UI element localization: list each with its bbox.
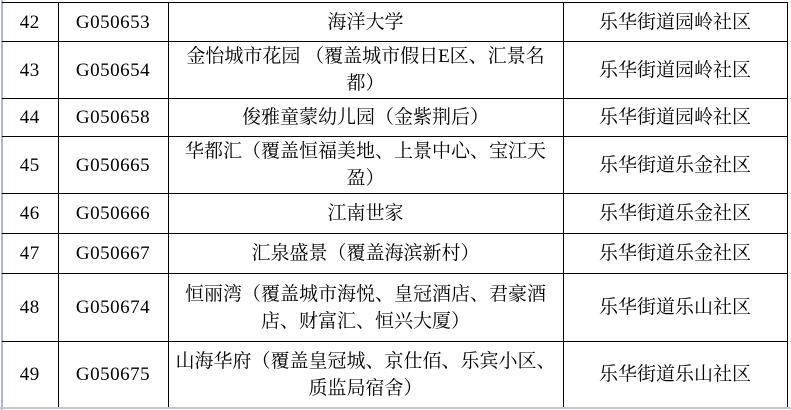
row-number-cell: 44 [2, 99, 58, 137]
name-cell: 恒丽湾（覆盖城市海悦、皇冠酒店、君豪酒店、财富汇、恒兴大厦） [168, 274, 563, 342]
community-cell: 乐华街道乐金社区 [563, 234, 787, 274]
table-row [2, 42, 787, 99]
table-row [2, 342, 787, 408]
community-cell: 乐华街道乐金社区 [563, 137, 787, 194]
code-cell: G050665 [58, 137, 168, 194]
name-cell: 俊雅童蒙幼儿园（金紫荆后） [168, 99, 563, 137]
community-cell: 乐华街道乐山社区 [563, 342, 787, 408]
table-row [2, 99, 787, 137]
table-row [2, 194, 787, 234]
community-cell: 乐华街道园岭社区 [563, 3, 787, 42]
page-edge-line-bottom [0, 407, 791, 409]
row-number-cell: 43 [2, 42, 58, 99]
row-number-cell: 47 [2, 234, 58, 274]
code-cell: G050658 [58, 99, 168, 137]
community-cell: 乐华街道乐金社区 [563, 194, 787, 234]
row-number-cell: 42 [2, 3, 58, 42]
coverage-table-body [2, 3, 787, 408]
row-number-cell: 48 [2, 274, 58, 342]
coverage-table [2, 2, 788, 408]
code-cell: G050674 [58, 274, 168, 342]
name-cell: 山海华府（覆盖皇冠城、京仕佰、乐宾小区、质监局宿舍） [168, 342, 563, 408]
table-row [2, 137, 787, 194]
table-row [2, 234, 787, 274]
table-row [2, 274, 787, 342]
code-cell: G050654 [58, 42, 168, 99]
name-cell: 华都汇（覆盖恒福美地、上景中心、宝江天盈） [168, 137, 563, 194]
row-number-cell: 46 [2, 194, 58, 234]
name-cell: 汇泉盛景（覆盖海滨新村） [168, 234, 563, 274]
row-number-cell: 45 [2, 137, 58, 194]
code-cell: G050675 [58, 342, 168, 408]
row-number-cell: 49 [2, 342, 58, 408]
name-cell: 金怡城市花园 （覆盖城市假日E区、汇景名都） [168, 42, 563, 99]
community-cell: 乐华街道园岭社区 [563, 42, 787, 99]
table-row [2, 3, 787, 42]
community-cell: 乐华街道园岭社区 [563, 99, 787, 137]
community-cell: 乐华街道乐山社区 [563, 274, 787, 342]
name-cell: 江南世家 [168, 194, 563, 234]
name-cell: 海洋大学 [168, 3, 563, 42]
code-cell: G050653 [58, 3, 168, 42]
code-cell: G050666 [58, 194, 168, 234]
code-cell: G050667 [58, 234, 168, 274]
